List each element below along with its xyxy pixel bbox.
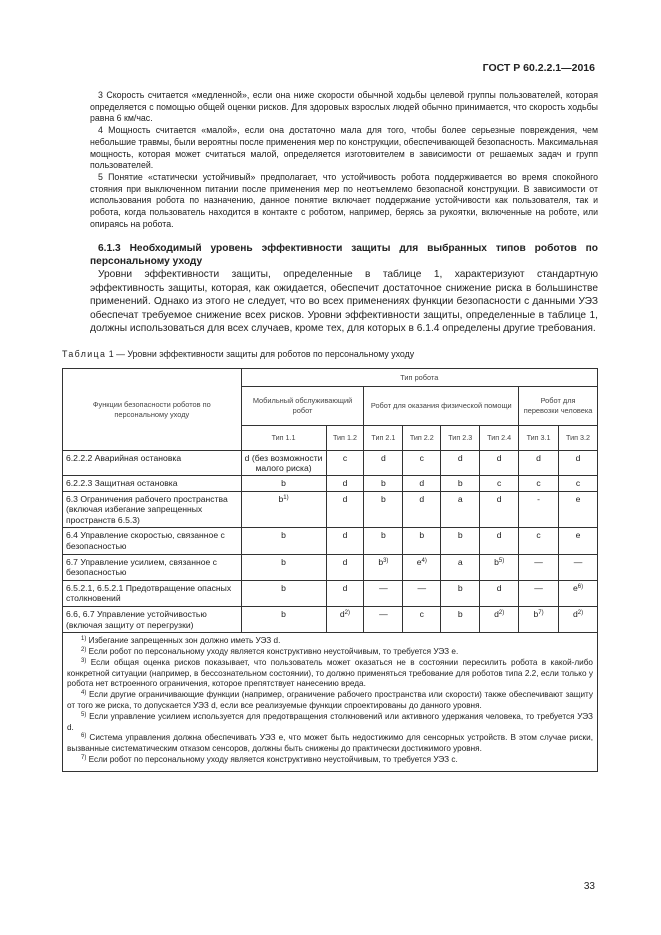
notes-block <box>90 90 598 230</box>
header-functions: Функции безопасности роботов по персональному уходу <box>63 369 242 451</box>
level-cell: b <box>241 528 326 554</box>
table-caption-text: 1 — Уровни эффективности защиты для роботов по персональному уходу <box>108 349 415 359</box>
header-type: Тип 2.4 <box>480 426 519 451</box>
level-cell: $e^{4)}$ <box>403 554 441 580</box>
function-cell: 6.3 Ограничения рабочего пространства (включая избегание запрещенных пространств 6.5.3) <box>63 491 242 528</box>
level-cell: c <box>403 451 441 476</box>
level-cell: b <box>241 476 326 492</box>
note-paragraph: 4 Мощность считается «малой», если она достаточно мала для того, чтобы более серьезные повреждения, чем небольшие травмы, были вероятны после применения мер по конструкции, обеспечивающей безопасность. Максимальная мощность, которая может считаться малой, определяется изготовителем в зависимости от решаемых задач и групп пользователей. <box>90 125 598 171</box>
level-cell: c <box>326 451 364 476</box>
level-cell: $d^{2)}$ <box>559 606 598 632</box>
level-cell: $d^{2)}$ <box>326 606 364 632</box>
footnote: $^{3)}$ Если общая оценка рисков показывает, что пользователь может оказаться не в состоянии пересилить робота в какой-либо конкретной ситуации (например, в бессознательном состоянии), то должно применяться требование для роботов типа 2.2, если только у робота нет встроенного ограничения, которое препятствует нанесению вреда. <box>67 657 593 689</box>
table-header-row <box>63 369 598 387</box>
level-cell: $e^{6)}$ <box>559 580 598 606</box>
note-paragraph: 3 Скорость считается «медленной», если она ниже скорости обычной ходьбы целевой группы пользователей, которая определяется с помощью общей оценки рисков. Для здоровых взрослых людей обычно принимается, что скорость ходьбы равна 6 км/час. <box>90 90 598 124</box>
level-cell: b <box>364 476 403 492</box>
level-cell: — <box>403 580 441 606</box>
table-row <box>63 580 598 606</box>
table-caption-label: Таблица <box>62 349 107 359</box>
level-cell: b <box>241 580 326 606</box>
level-cell: d <box>480 451 519 476</box>
protection-level-table <box>62 368 598 772</box>
footnote: $^{5)}$ Если управление усилием используется для предотвращения столкновений или активного удержания человека, то требуется УЭЗ d. <box>67 711 593 732</box>
footnote: $^{2)}$ Если робот по персональному уходу является конструктивно неустойчивым, то требуется УЭЗ e. <box>81 646 459 656</box>
page-number: 33 <box>583 881 595 892</box>
level-cell: d <box>326 580 364 606</box>
footnote: $^{7)}$ Если робот по персональному уходу является конструктивно неустойчивым, то требуется УЭЗ c. <box>81 754 458 764</box>
table-row <box>63 606 598 632</box>
note-paragraph: 5 Понятие «статически устойчивый» предполагает, что устойчивость робота поддерживается во время спокойного стояния при выключенном питании после применения мер по неотъемлемо безопасной конструкции. В зависимости от использования робота по назначению, данное понятие включает поддержание устойчивости как пользователя, так и робота, когда пользователь находится в контакте с роботом, например, берясь за рукоятки, включенные на роботе, или опираясь на робота. <box>90 171 598 229</box>
header-type: Тип 2.2 <box>403 426 441 451</box>
level-cell: c <box>403 606 441 632</box>
level-cell: e <box>559 491 598 528</box>
table-footnotes-row <box>63 633 598 772</box>
level-cell: b <box>364 528 403 554</box>
header-robot-type: Тип робота <box>241 369 597 387</box>
header-group-transport: Робот для перевозки человека <box>519 387 598 426</box>
function-cell: 6.5.2.1, 6.5.2.1 Предотвращение опасных столкновений <box>63 580 242 606</box>
function-cell: 6.7 Управление усилием, связанное с безопасностью <box>63 554 242 580</box>
header-type: Тип 3.2 <box>559 426 598 451</box>
level-cell: $b^{7)}$ <box>519 606 559 632</box>
level-cell: b <box>441 528 480 554</box>
level-cell: $b^{5)}$ <box>480 554 519 580</box>
table-row <box>63 476 598 492</box>
level-cell: d <box>326 491 364 528</box>
document-header: ГОСТ Р 60.2.2.1—2016 <box>482 62 595 74</box>
section-heading: 6.1.3 Необходимый уровень эффективности защиты для выбранных типов роботов по персональному уходу <box>90 243 598 267</box>
function-cell: 6.4 Управление скоростью, связанное с безопасностью <box>63 528 242 554</box>
level-cell: $d^{2)}$ <box>480 606 519 632</box>
level-cell: a <box>441 554 480 580</box>
header-type: Тип 2.3 <box>441 426 480 451</box>
header-group-mobile: Мобильный обслуживающий робот <box>241 387 364 426</box>
level-cell: d <box>480 491 519 528</box>
table-row <box>63 491 598 528</box>
level-cell: d <box>480 528 519 554</box>
header-type: Тип 2.1 <box>364 426 403 451</box>
level-cell: d <box>519 451 559 476</box>
table-row <box>63 554 598 580</box>
level-cell: d <box>441 451 480 476</box>
level-cell: d (без возможности малого риска) <box>241 451 326 476</box>
level-cell: b <box>241 554 326 580</box>
level-cell: b <box>441 606 480 632</box>
level-cell: e <box>559 528 598 554</box>
header-type: Тип 1.1 <box>241 426 326 451</box>
level-cell: b <box>241 606 326 632</box>
level-cell: a <box>441 491 480 528</box>
level-cell: — <box>519 554 559 580</box>
table-row <box>63 528 598 554</box>
level-cell: b <box>441 580 480 606</box>
function-cell: 6.2.2.3 Защитная остановка <box>63 476 242 492</box>
level-cell: — <box>364 580 403 606</box>
level-cell: b <box>403 528 441 554</box>
header-group-physical: Робот для оказания физической помощи <box>364 387 519 426</box>
level-cell: c <box>519 476 559 492</box>
level-cell: d <box>326 554 364 580</box>
footnote: $^{4)}$ Если другие ограничивающие функции (например, ограничение рабочего пространства или скорости) также обеспечивают защиту от того же риска, то допускается УЭЗ d, если все реализуемые функции спроектированы до данного уровня. <box>67 690 593 710</box>
level-cell: — <box>559 554 598 580</box>
level-cell: d <box>364 451 403 476</box>
level-cell: d <box>326 476 364 492</box>
table-row <box>63 451 598 476</box>
level-cell: $b^{1)}$ <box>241 491 326 528</box>
header-type: Тип 1.2 <box>326 426 364 451</box>
level-cell: d <box>403 476 441 492</box>
level-cell: d <box>559 451 598 476</box>
section-6-1-3 <box>90 242 598 336</box>
level-cell: b <box>441 476 480 492</box>
level-cell: $b^{3)}$ <box>364 554 403 580</box>
level-cell: c <box>480 476 519 492</box>
table-footnotes <box>63 633 598 772</box>
level-cell: — <box>364 606 403 632</box>
function-cell: 6.6, 6.7 Управление устойчивостью (включая защиту от перегрузки) <box>63 606 242 632</box>
header-type: Тип 3.1 <box>519 426 559 451</box>
table-caption <box>62 349 414 359</box>
function-cell: 6.2.2.2 Аварийная остановка <box>63 451 242 476</box>
level-cell: b <box>364 491 403 528</box>
level-cell: d <box>326 528 364 554</box>
level-cell: c <box>559 476 598 492</box>
section-body: Уровни эффективности защиты, определенные в таблице 1, характеризуют стандартную эффективность защиты, которая, как ожидается, обеспечит достаточное снижение риска в большинстве применений. Однако из этого не следует, что во всех применениях функции безопасности с данными УЭЗ обеспечат требуемое снижение всех рисков. Уровни эффективности защиты, определенные в таблице 1, должны использоваться для всех случаев, кроме тех, для которых в 6.1.4 определены другие требования. <box>90 269 598 335</box>
level-cell: d <box>403 491 441 528</box>
level-cell: — <box>519 580 559 606</box>
level-cell: c <box>519 528 559 554</box>
level-cell: - <box>519 491 559 528</box>
level-cell: d <box>480 580 519 606</box>
footnote: $^{1)}$ Избегание запрещенных зон должно иметь УЭЗ d. <box>81 636 281 646</box>
footnote: $^{6)}$ Система управления должна обеспечивать УЭЗ e, что может быть недостижимо для сенсорных устройств. В этом случае риски, вызванные систематическим отказом сенсоров, должны быть снижены до практически достижимого уровня. <box>67 733 593 754</box>
